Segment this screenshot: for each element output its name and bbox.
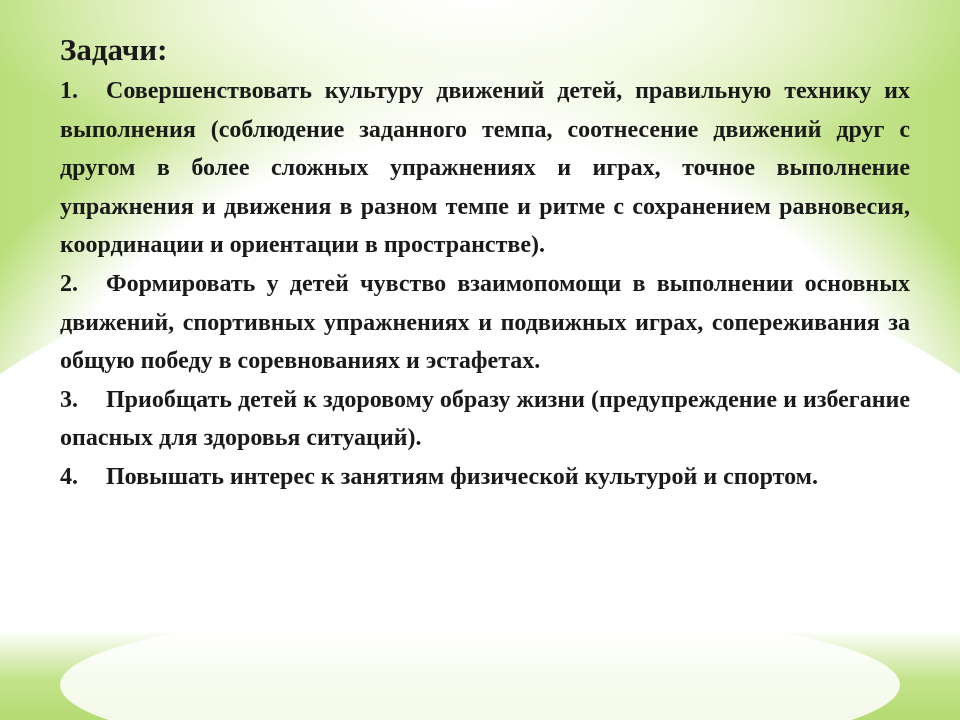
task-text: Повышать интерес к занятиям физической культурой и спортом. [106,463,819,490]
task-text: Формировать у детей чувство взаимопомощи в выполнении основных движений, спортивных упражнениях и подвижных играх, сопереживания за общую победу в соревнованиях и эстафетах. [60,270,910,375]
task-text: Приобщать детей к здоровому образу жизни (предупреждение и избегание опасных для здоровья ситуаций). [60,386,910,452]
task-item-1: 1. Совершенствовать культуру движений детей, правильную технику их выполнения (соблюдение заданного темпа, соотнесение движений друг с другом в более сложных упражнениях и играх, точное выполнение упражнения и движения в разном темпе и ритме с сохранением равновесия, координации и ориентации в пространстве). [60,72,910,265]
task-item-3: 3. Приобщать детей к здоровому образу жизни (предупреждение и избегание опасных для здоровья ситуаций). [60,381,910,458]
slide-title: Задачи: [60,32,168,67]
task-item-2: 2. Формировать у детей чувство взаимопомощи в выполнении основных движений, спортивных упражнениях и подвижных играх, сопереживания за общую победу в соревнованиях и эстафетах. [60,265,910,381]
slide-content [60,30,910,497]
task-text: Совершенствовать культуру движений детей, правильную технику их выполнения (соблюдение заданного темпа, соотнесение движений друг с другом в более сложных упражнениях и играх, точное выполнение упражнения и движения в разном темпе и ритме с сохранением равновесия, координации и ориентации в пространстве). [60,78,910,259]
task-item-4: 4. Повышать интерес к занятиям физической культурой и спортом. [60,458,910,497]
